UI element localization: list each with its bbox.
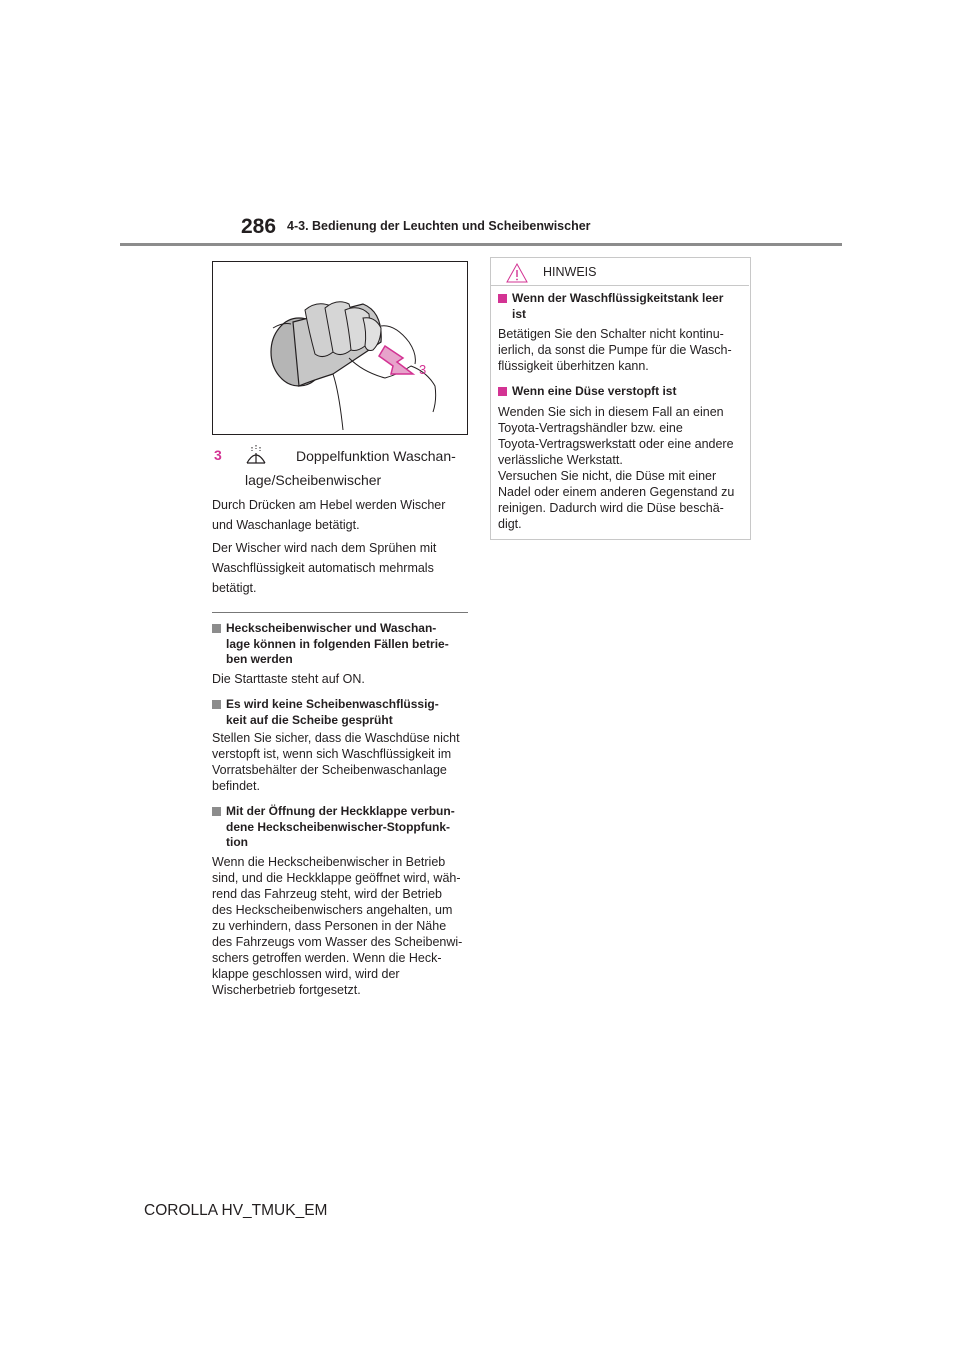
note-heading: Wenn eine Düse verstopft ist	[498, 384, 756, 400]
description-paragraph: Der Wischer wird nach dem Sprühen mit Waschflüssigkeit automatisch mehrmals betätigt.	[212, 541, 437, 595]
wiper-lever-illustration	[212, 261, 468, 435]
section-divider	[212, 612, 468, 613]
description-paragraph: Durch Drücken am Hebel werden Wischer und Waschanlage betätigt.	[212, 498, 446, 532]
item-title: Doppelfunktion Waschan-	[296, 448, 456, 464]
note-body: Wenden Sie sich in diesem Fall an einen Toyota-Vertragshändler bzw. eine Toyota-Vertragswerkstatt oder eine andere verlässliche Werkstatt. Versuchen Sie nicht, die Düse mit einer Nadel oder einem anderen Gegenstand zu reinigen. Dadurch wird die Düse beschä- digt.	[498, 405, 735, 531]
section-body: Die Starttaste steht auf ON.	[212, 672, 365, 686]
header-rule	[120, 243, 842, 246]
page-number: 286	[241, 215, 277, 238]
section-body: Stellen Sie sicher, dass die Waschdüse nicht verstopft ist, wenn sich Waschflüssigkeit im Vorratsbehälter der Scheibenwaschanlage befindet.	[212, 731, 460, 793]
note-title: HINWEIS	[543, 265, 597, 279]
item-number: 3	[214, 447, 222, 463]
push-arrow	[379, 346, 413, 374]
note-heading: Wenn der Waschflüssigkeitstank leer ist	[498, 291, 756, 322]
section-heading: Es wird keine Scheibenwaschflüssig- keit auf die Scheibe gesprüht	[212, 697, 468, 728]
wrist-outline	[333, 374, 343, 430]
washer-wiper-icon	[244, 444, 268, 466]
section-heading: Heckscheibenwischer und Waschan- lage können in folgenden Fällen betrie- ben werden	[212, 621, 468, 668]
item-title-continuation: lage/Scheibenwischer	[245, 472, 382, 488]
hand-lever-drawing	[213, 262, 467, 434]
section-heading: Mit der Öffnung der Heckklappe verbun- dene Heckscheibenwischer-Stoppfunk- tion	[212, 804, 468, 851]
square-bullet-icon	[498, 387, 507, 396]
footer-model-code: COROLLA HV_TMUK_EM	[144, 1202, 328, 1219]
square-bullet-icon	[212, 624, 221, 633]
note-body: Betätigen Sie den Schalter nicht kontinu- ierlich, da sonst die Pumpe für die Wasch- flüssigkeit überhitzen kann.	[498, 327, 732, 373]
square-bullet-icon	[498, 294, 507, 303]
square-bullet-icon	[212, 807, 221, 816]
section-body: Wenn die Heckscheibenwischer in Betrieb sind, und die Heckklappe geöffnet wird, wäh- rend das Fahrzeug steht, wird der Betrieb des Heckscheibenwischers angehalten, um zu verhindern, dass Personen in der Nähe des Fahrzeugs vom Wasser des Scheibenwi- schers getroffen werden. Wenn die Heck- klappe geschlossen wird, wird der Wischerbetrieb fortgesetzt.	[212, 855, 463, 997]
figure-callout-number: 3	[419, 362, 427, 377]
warning-triangle-icon	[505, 262, 529, 284]
square-bullet-icon	[212, 700, 221, 709]
section-title: 4-3. Bedienung der Leuchten und Scheibenwischer	[287, 219, 591, 233]
